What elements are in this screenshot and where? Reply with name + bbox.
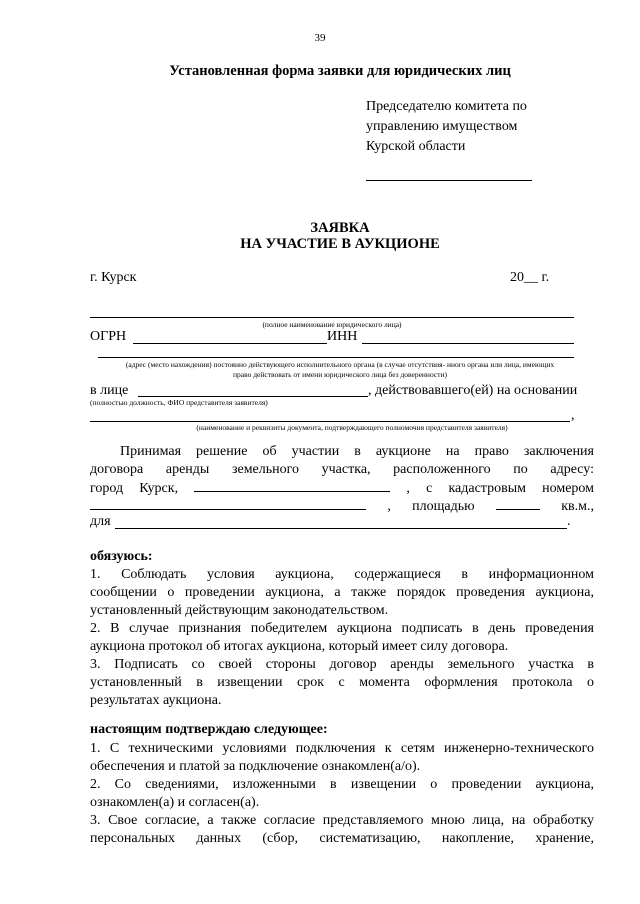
- obligation-line: установленный в извещении срок с момента оформления протокола о: [90, 675, 594, 690]
- comma: ,: [571, 408, 575, 423]
- in-person-label: в лице: [90, 383, 129, 398]
- obligation-line: 3. Подписать со своей стороны договор аренды земельного участка в: [90, 657, 594, 672]
- obligation-line: сообщении о проведении аукциона, а также порядок проведения аукциона,: [90, 585, 594, 600]
- purpose-field[interactable]: [115, 528, 567, 529]
- signature-line: [366, 180, 532, 181]
- confirmation-line: 3. Свое согласие, а также согласие представляемого мною лица, на обработку: [90, 813, 594, 828]
- obligation-line: аукциона протокол об итогах аукциона, который имеет силу договора.: [90, 639, 509, 654]
- ogrn-label: ОГРН: [90, 329, 127, 344]
- decision-line-1: Принимая решение об участии в аукционе на право заключения: [120, 444, 594, 459]
- form-title: Установленная форма заявки для юридических лиц: [169, 63, 511, 79]
- addressee-block: [366, 97, 527, 157]
- acting-basis-label: , действовавшего(ей) на основании: [368, 383, 578, 398]
- document-field[interactable]: [90, 421, 570, 422]
- for-label: для: [90, 514, 111, 529]
- caption-fullname: (полное наименование юридического лица): [262, 320, 402, 329]
- inn-label: ИНН: [327, 329, 358, 344]
- ogrn-field[interactable]: [133, 343, 327, 344]
- cadastral-label: , с кадастровым номером: [406, 481, 595, 496]
- confirmation-line: ознакомлен(а) и согласен(а).: [90, 795, 260, 810]
- addressee-line: Председателю комитета по: [366, 99, 527, 114]
- cadastral-number-field[interactable]: [90, 497, 366, 510]
- sqm-label: кв.м.,: [561, 499, 595, 514]
- street-field[interactable]: [194, 479, 390, 492]
- confirmation-line: 1. С техническими условиями подключения к сетям инженерно-технического: [90, 741, 594, 756]
- year-label: 20__ г.: [510, 270, 550, 285]
- page-number: 39: [314, 32, 326, 44]
- confirmations-heading: настоящим подтверждаю следующее:: [90, 722, 328, 737]
- caption-address: (адрес (место нахождения) постоянно действующего исполнительного органа (в случае отсутствия- иного органа или лица, имеющих право действовать от имени юридического лица без доверенности): [125, 360, 555, 379]
- caption-position: (полностью должность, ФИО представителя заявителя): [90, 398, 268, 407]
- confirmation-line: обеспечения и платой за подключение ознакомлен(а/о).: [90, 759, 421, 774]
- area-field[interactable]: [496, 497, 540, 510]
- caption-document: (наименование и реквизиты документа, подтверждающего полномочия представителя заявителя): [196, 423, 508, 432]
- decision-line-2: договора аренды земельного участка, расположенного по адресу:: [90, 462, 594, 477]
- address-field[interactable]: [98, 357, 574, 358]
- area-label: , площадью: [387, 499, 475, 514]
- application-subtitle: НА УЧАСТИЕ В АУКЦИОНЕ: [240, 236, 440, 252]
- confirmation-line: 2. Со сведениями, изложенными в извещении о проведении аукциона,: [90, 777, 594, 792]
- inn-field[interactable]: [362, 343, 574, 344]
- obligation-line: результатах аукциона.: [90, 693, 222, 708]
- application-title: ЗАЯВКА: [310, 220, 370, 236]
- city-label: г. Курск: [90, 270, 137, 285]
- period: .: [567, 514, 571, 529]
- addressee-line: управлению имуществом: [366, 119, 518, 134]
- decision-line-4: [90, 497, 594, 516]
- obligations-heading: обязуюсь:: [90, 549, 153, 564]
- fullname-field[interactable]: [90, 317, 574, 318]
- obligation-line: 1. Соблюдать условия аукциона, содержащиеся в информационном: [90, 567, 594, 582]
- city-word: город Курск,: [90, 481, 179, 496]
- obligation-line: установленный действующим законодательством.: [90, 603, 389, 618]
- representative-field[interactable]: [138, 396, 368, 397]
- decision-line-3: [90, 479, 594, 498]
- obligation-line: 2. В случае признания победителем аукциона подписать в день проведения: [90, 621, 594, 636]
- confirmation-line: персональных данных (сбор, систематизацию, накопление, хранение,: [90, 831, 594, 846]
- addressee-line: Курской области: [366, 139, 466, 154]
